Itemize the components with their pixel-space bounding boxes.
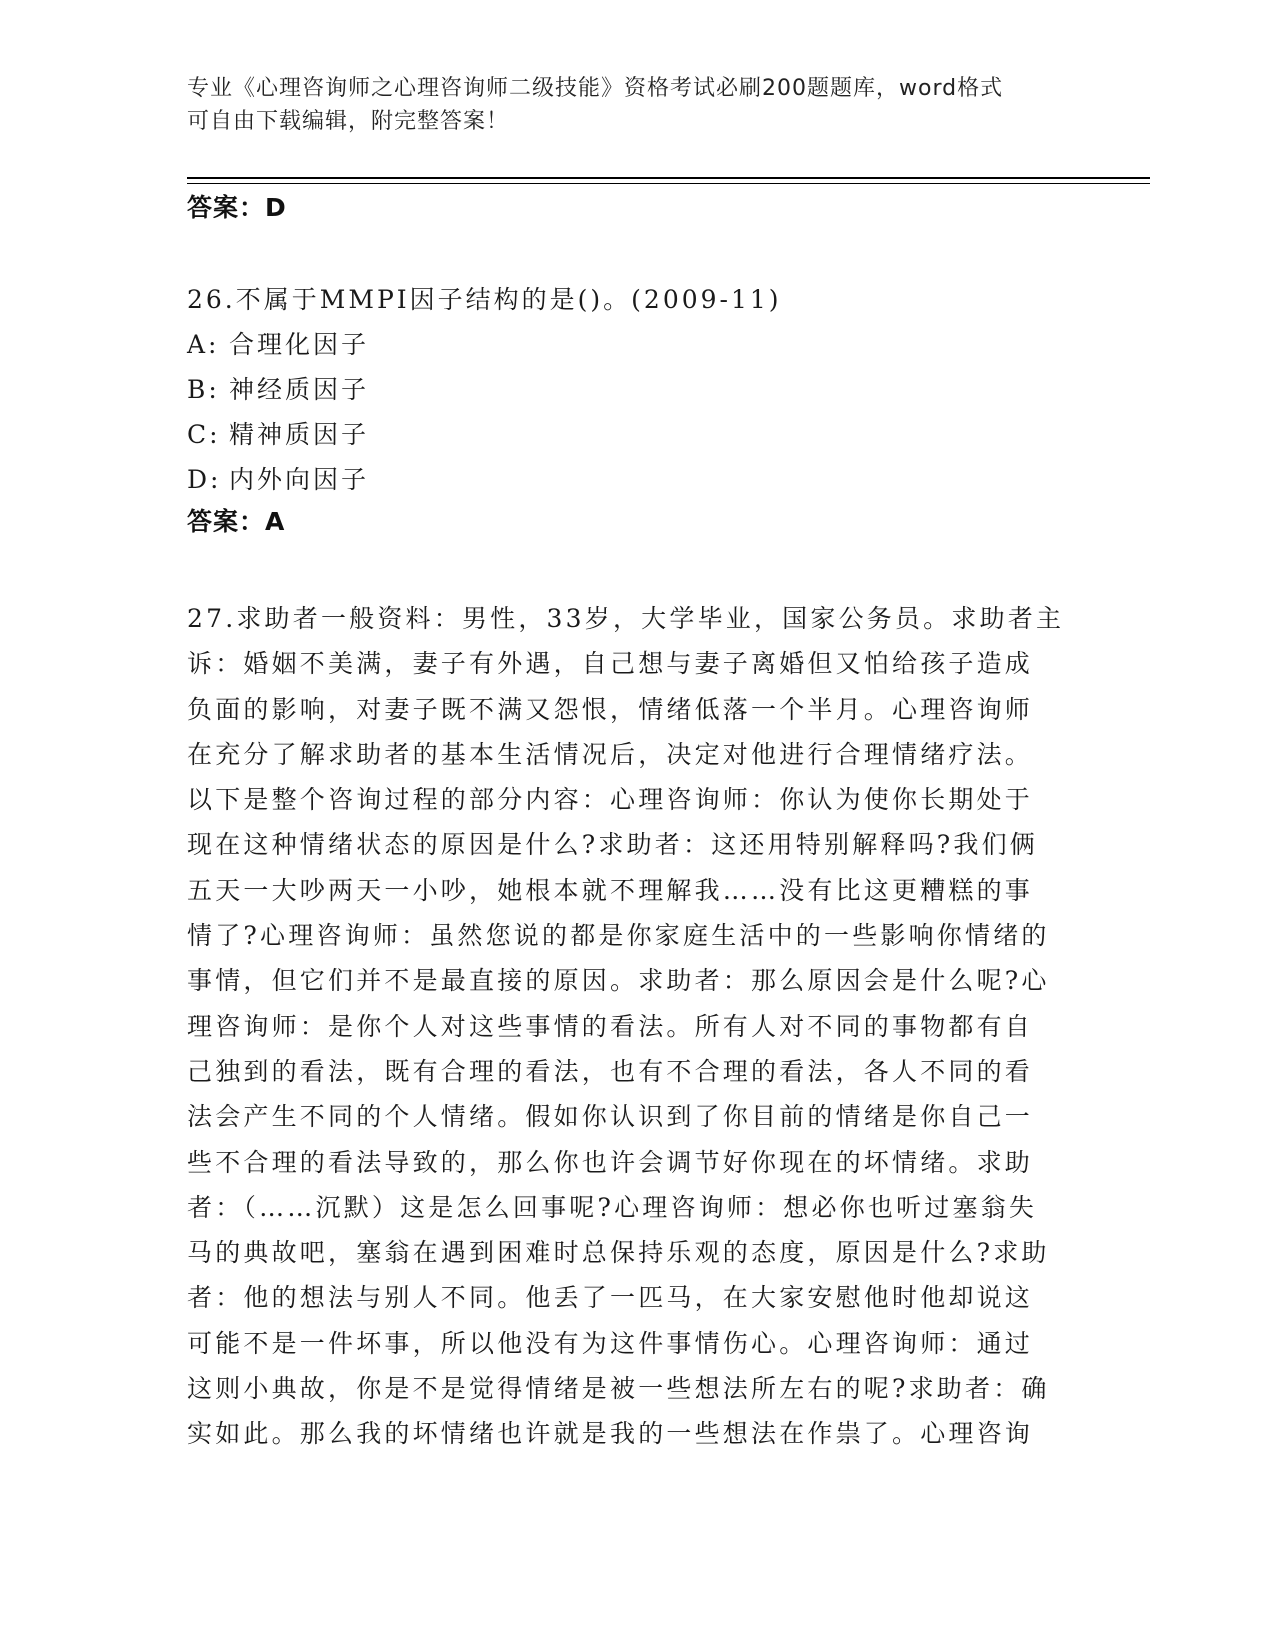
- question-27-line: 己独到的看法，既有合理的看法，也有不合理的看法，各人不同的看: [187, 1056, 1034, 1086]
- question-26-stem: 26.不属于MMPI因子结构的是()。(2009-11): [187, 285, 782, 314]
- option-b-key: B:: [187, 375, 220, 404]
- question-27-line: 事情，但它们并不是最直接的原因。求助者：那么原因会是什么呢?心: [187, 966, 1050, 996]
- question-27-line: 理咨询师：是你个人对这些事情的看法。所有人对不同的事物都有自: [187, 1011, 1034, 1041]
- option-b: [187, 367, 369, 412]
- question-27-line: 现在这种情绪状态的原因是什么?求助者：这还用特别解释吗?我们俩: [187, 830, 1039, 860]
- question-27-line: 实如此。那么我的坏情绪也许就是我的一些想法在作祟了。心理咨询: [187, 1419, 1034, 1449]
- header-line-1: 专业《心理咨询师之心理咨询师二级技能》资格考试必刷200题题库，word格式: [187, 76, 1004, 101]
- question-27-line: 些不合理的看法导致的，那么你也许会调节好你现在的坏情绪。求助: [187, 1147, 1034, 1177]
- header-rule-thick: [187, 177, 1150, 179]
- question-27-line: 法会产生不同的个人情绪。假如你认识到了你目前的情绪是你自己一: [187, 1102, 1034, 1132]
- option-c: [187, 412, 369, 457]
- answer-25: 答案：D: [187, 193, 287, 222]
- question-27-line: 诉：婚姻不美满，妻子有外遇，自己想与妻子离婚但又怕给孩子造成: [187, 649, 1034, 679]
- answer-26: 答案：A: [187, 507, 286, 536]
- question-27-line: 五天一大吵两天一小吵，她根本就不理解我……没有比这更糟糕的事: [187, 875, 1034, 905]
- option-d-text: 内外向因子: [229, 465, 370, 494]
- question-27-line: 在充分了解求助者的基本生活情况后，决定对他进行合理情绪疗法。: [187, 739, 1034, 769]
- header-line-2: 可自由下载编辑，附完整答案！: [187, 109, 510, 134]
- option-a: [187, 322, 369, 367]
- question-27-line: 情了?心理咨询师：虽然您说的都是你家庭生活中的一些影响你情绪的: [187, 921, 1050, 951]
- option-a-key: A:: [187, 330, 220, 359]
- question-27-line: 者：他的想法与别人不同。他丢了一匹马，在大家安慰他时他却说这: [187, 1283, 1034, 1313]
- option-b-text: 神经质因子: [229, 375, 370, 404]
- question-27-line: 马的典故吧，塞翁在遇到困难时总保持乐观的态度，原因是什么?求助: [187, 1238, 1050, 1268]
- question-27-line: 以下是整个咨询过程的部分内容：心理咨询师：你认为使你长期处于: [187, 785, 1034, 815]
- question-27-body: [187, 596, 1067, 1457]
- question-26-options: [187, 322, 369, 502]
- question-27-line: 这则小典故，你是不是觉得情绪是被一些想法所左右的呢?求助者：确: [187, 1374, 1050, 1404]
- option-c-key: C:: [187, 420, 221, 449]
- option-d: [187, 457, 369, 502]
- question-27-line: 负面的影响，对妻子既不满又怨恨，情绪低落一个半月。心理咨询师: [187, 694, 1034, 724]
- question-27-line: 可能不是一件坏事，所以他没有为这件事情伤心。心理咨询师：通过: [187, 1328, 1034, 1358]
- option-a-text: 合理化因子: [229, 330, 370, 359]
- option-c-text: 精神质因子: [229, 420, 370, 449]
- question-27-line: 者：（……沉默）这是怎么回事呢?心理咨询师：想必你也听过塞翁失: [187, 1192, 1038, 1222]
- question-27-line: 27.求助者一般资料：男性，33岁，大学毕业，国家公务员。求助者主: [187, 604, 1065, 633]
- header-rule-thin: [187, 183, 1150, 184]
- page-header: [187, 72, 1067, 138]
- option-d-key: D:: [187, 465, 222, 494]
